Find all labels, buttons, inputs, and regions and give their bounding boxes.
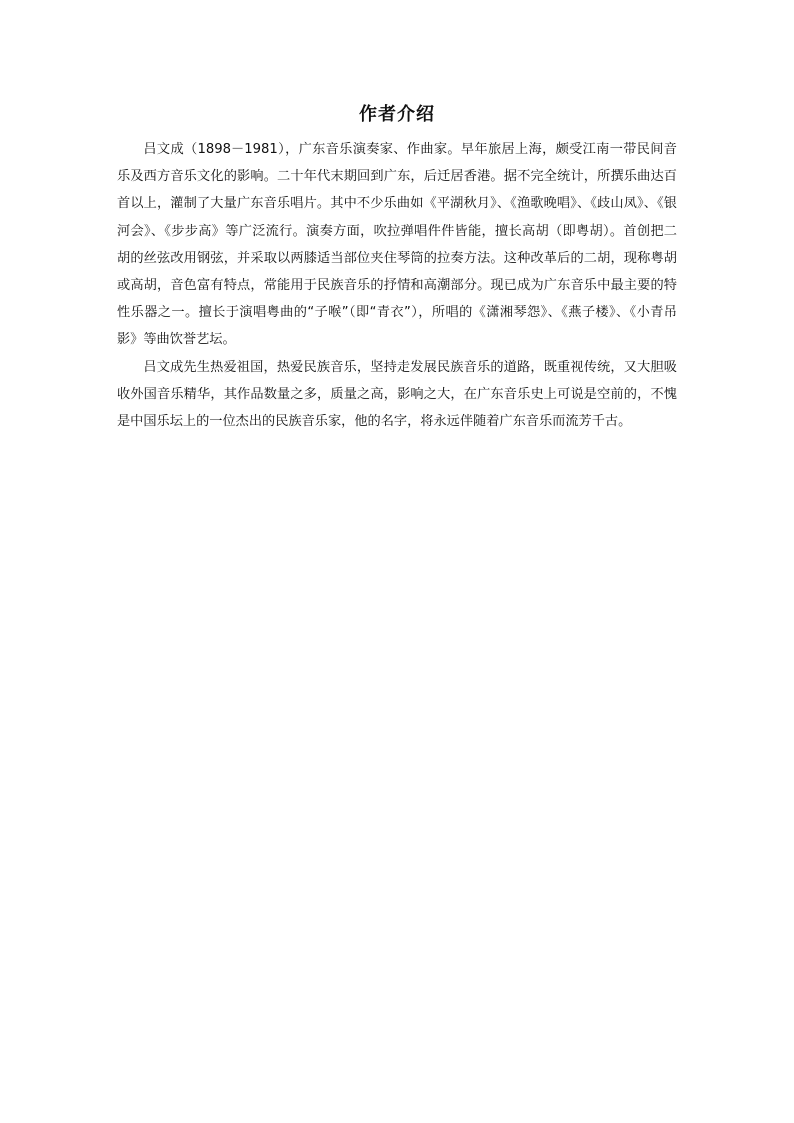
paragraph-legacy: 吕文成先生热爱祖国，热爱民族音乐，坚持走发展民族音乐的道路，既重视传统，又大胆吸收外国音乐精华，其作品数量之多，质量之高，影响之大，在广东音乐史上可说是空前的，不愧是中国乐坛上的一位杰出的民族音乐家，他的名字，将永远伴随着广东音乐而流芳千古。 — [117, 359, 677, 430]
paragraph-biography: 吕文成（1898－1981），广东音乐演奏家、作曲家。早年旅居上海，颇受江南一带民间音乐及西方音乐文化的影响。二十年代末期回到广东，后迁居香港。据不完全统计，所撰乐曲达百首以上，灌制了大量广东音乐唱片。其中不少乐曲如《平湖秋月》、《渔歌晚唱》、《歧山凤》、《银河会》、《步步高》等广泛流行。演奏方面，吹拉弹唱件件皆能，擅长高胡（即粤胡）。首创把二胡的丝弦改用钢弦，并采取以两膝适当部位夹住琴筒的拉奏方法。这种改革后的二胡，现称粤胡或高胡，音色富有特点，常能用于民族音乐的抒情和高潮部分。现已成为广东音乐中最主要的特性乐器之一。擅长于演唱粤曲的“子喉”（即“青衣”），所唱的《潇湘琴怨》、《燕子楼》、《小青吊影》等曲饮誉艺坛。 — [117, 142, 677, 348]
document-title: 作者介绍 — [359, 104, 435, 125]
document-page — [117, 100, 677, 435]
